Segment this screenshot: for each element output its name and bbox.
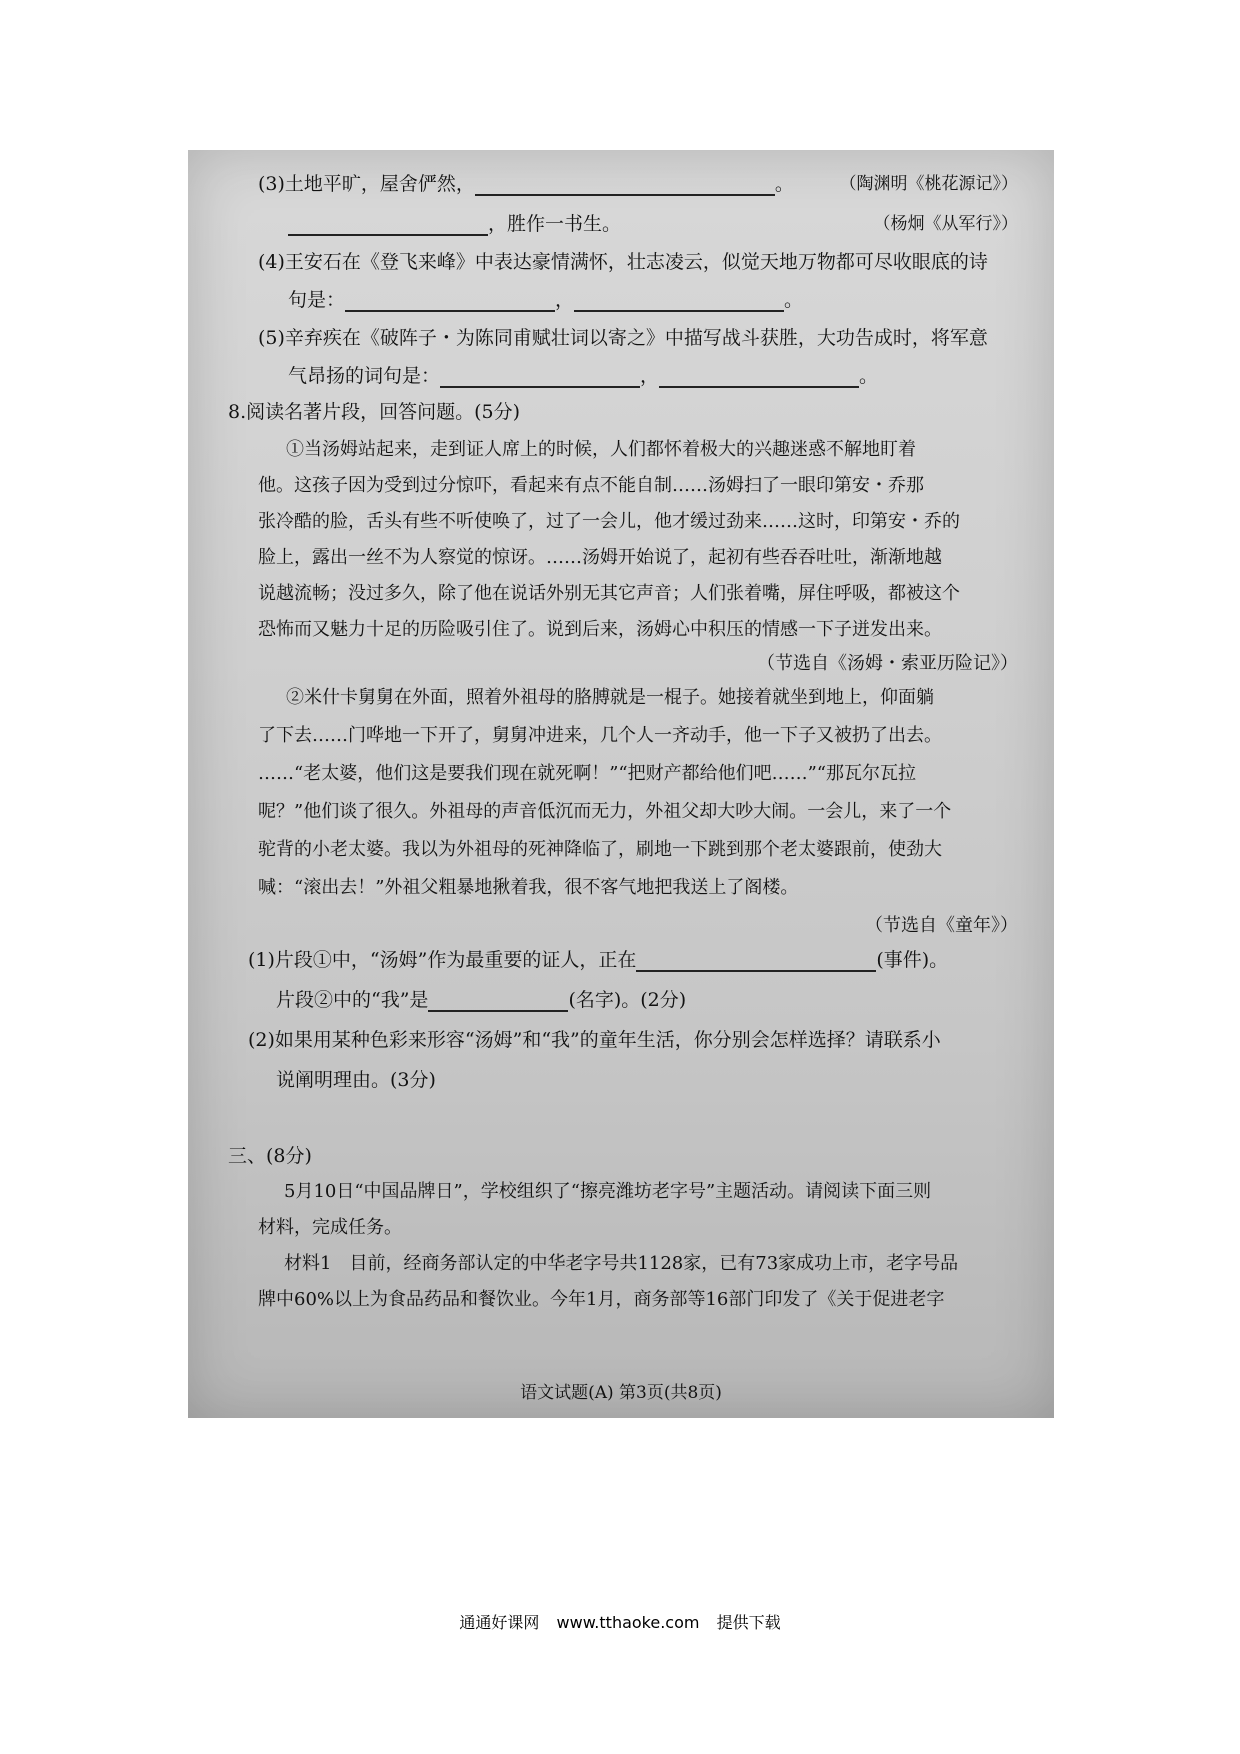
answer-blank[interactable]: [345, 292, 555, 312]
q8-sub2-b: 说阐明理由。(3分): [276, 1069, 436, 1091]
site-url[interactable]: www.tthaoke.com: [556, 1613, 700, 1632]
site-name: 通通好课网: [459, 1613, 540, 1632]
q7-item5-answer: 气昂扬的词句是： ， 。: [288, 365, 879, 387]
q8-questions: [248, 948, 1008, 1092]
q8-heading: 8.阅读名著片段，回答问题。(5分): [228, 401, 521, 423]
source-citation: （陶渊明《桃花源记》）: [839, 174, 1018, 194]
answer-blank[interactable]: [636, 952, 876, 972]
q7-item3: (3)土地平旷，屋舍俨然， 。 （陶渊明《桃花源记》）: [258, 173, 1018, 195]
q7-item5: (5)辛弃疾在《破阵子・为陈同甫赋壮词以寄之》中描写战斗获胜，大功告成时，将军意: [258, 327, 988, 349]
source-citation: （节选自《汤姆・索亚历险记》）: [757, 653, 1018, 674]
section-3: 三、(8分) 5月10日“中国品牌日”，学校组织了“擦亮潍坊老字号”主题活动。请阅读下面三则 材料，完成任务。 材料1 目前，经商务部认定的中华老字号共1128家，已有73家成功上市，老字号品 牌中60%以上为食品药品和餐饮业。今年1月，商务部等16部门印发了《关于促进老字: [228, 1144, 988, 1312]
q8-passage-2: ②米什卡舅舅在外面，照着外祖母的胳膊就是一棍子。她接着就坐到地上，仰面躺 了下去……门哗地一下开了，舅舅冲进来，几个人一齐动手，他一下子又被扔了出去。 ……“老太婆，他们这是要我们现在就死啊！”“把财产都给他们吧……”“那瓦尔瓦拉 呢？”他们谈了很久。外祖母的声音低沉而无力，外祖父却大吵大闹。一会儿，来了一个 驼背的小老太婆。我以为外祖母的死神降临了，刷地一下跳到那个老太婆跟前，使劲大 喊：“滚出去！”外祖父粗暴地揪着我，很不客气地把我送上了阁楼。 （节选自《童年》）: [258, 687, 1018, 936]
source-citation: （杨炯《从军行》）: [873, 214, 1018, 234]
section-3-heading: 三、(8分): [228, 1145, 312, 1167]
answer-blank[interactable]: [288, 216, 488, 236]
answer-blank[interactable]: [659, 368, 859, 388]
exam-content: [228, 172, 1018, 1310]
q7-item4: (4)王安石在《登飞来峰》中表达豪情满怀，壮志凌云，似觉天地万物都可尽收眼底的诗: [258, 251, 988, 273]
answer-blank[interactable]: [574, 292, 784, 312]
q7-item3b: ，胜作一书生。 （杨炯《从军行》）: [258, 212, 1018, 236]
answer-blank[interactable]: [475, 176, 775, 196]
q8-sub1-b: 片段②中的“我”是 (名字)。(2分): [276, 989, 687, 1011]
page-number: 语文试题(A) 第3页(共8页): [520, 1383, 722, 1403]
site-footer: [0, 1610, 1240, 1633]
q8-passage-1: ①当汤姆站起来，走到证人席上的时候，人们都怀着极大的兴趣迷惑不解地盯着 他。这孩子因为受到过分惊吓，看起来有点不能自制……汤姆扫了一眼印第安・乔那 张冷酷的脸，舌头有些不听使唤了，过了一会儿，他才缓过劲来……这时，印第安・乔的 脸上，露出一丝不为人察觉的惊讶。……汤姆开始说了，起初有些吞吞吐吐，渐渐地越 说越流畅；没过多久，除了他在说话外别无其它声音；人们张着嘴，屏住呼吸，都被这个 恐怖而又魅力十足的历险吸引住了。说到后来，汤姆心中积压的情感一下子迸发出来。 （节选自《汤姆・索亚历险记》）: [258, 439, 1018, 674]
exam-page-photo: [188, 150, 1054, 1418]
q7-item4-answer: 句是： ， 。: [288, 289, 804, 311]
site-action: 提供下载: [716, 1613, 781, 1632]
answer-blank[interactable]: [428, 992, 568, 1012]
q8-sub1: (1)片段①中，“汤姆”作为最重要的证人，正在 (事件)。: [248, 949, 949, 971]
source-citation: （节选自《童年》）: [865, 915, 1018, 936]
answer-blank[interactable]: [440, 368, 640, 388]
q8-sub2: (2)如果用某种色彩来形容“汤姆”和“我”的童年生活，你分别会怎样选择？请联系小: [248, 1029, 941, 1051]
